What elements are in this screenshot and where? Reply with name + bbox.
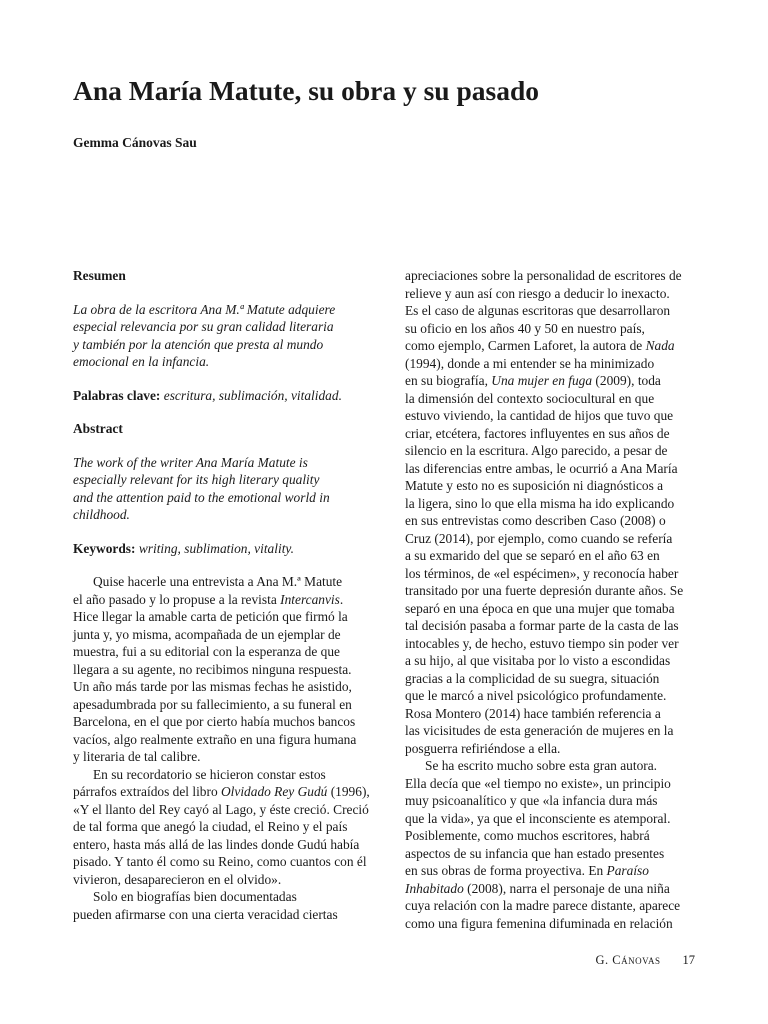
text-line: Rosa Montero (2014) hace también referencia a: [405, 705, 661, 721]
text-line: Un año más tarde por las mismas fechas he asistido,: [73, 679, 352, 694]
body-paragraph-5: [405, 757, 705, 932]
page-number: 17: [682, 953, 695, 967]
text-line: a su exmarido del que se separó en el año 63 en: [405, 548, 660, 563]
text-line: su oficio en los años 40 y 50 en nuestro país,: [405, 320, 645, 336]
body-paragraph-2: [73, 766, 378, 889]
text-line: las vicisitudes de esta generación de mujeres en la: [405, 723, 674, 738]
text-line: como una figura femenina difuminada en relación: [405, 915, 673, 931]
text-line: en sus obras de forma proyectiva. En Paraíso: [405, 863, 649, 878]
text-line: Hice llegar la amable carta de petición que firmó la: [73, 609, 348, 624]
text-line: y literaria de tal calibre.: [73, 749, 201, 764]
text-line: la ligera, sino lo que ella misma ha ido explicando: [405, 495, 675, 511]
text-line: muy psicoanalítico y que «la infancia dura más: [405, 793, 658, 808]
text-line: Se ha escrito mucho sobre esta gran autora.: [425, 758, 658, 773]
text-line: vacíos, algo realmente extraño en una figura humana: [73, 731, 357, 747]
text-line: vivieron, desaparecieron en el olvido».: [73, 871, 282, 887]
body-paragraph-4: [405, 267, 705, 757]
text-line: Matute y esto no es suposición ni diagnósticos a: [405, 478, 664, 493]
abstract-text: [73, 454, 378, 524]
text-line: posguerra refiriéndose a ella.: [405, 740, 561, 756]
text-line: especially relevant for its high literary quality: [73, 472, 320, 487]
text-line: cuya relación con la madre parece distante, aparece: [405, 898, 681, 913]
text-line: los términos, de «el espécimen», y reconocía haber: [405, 565, 679, 581]
text-line: Solo en biografías bien documentadas: [93, 889, 297, 904]
body-paragraph-3: [73, 888, 378, 923]
text-line: y también por la atención que presta al mundo: [73, 336, 324, 352]
text-line: aspectos de su infancia que han estado presentes: [405, 845, 665, 861]
text-line: emocional en la infancia.: [73, 354, 210, 369]
author-name: Gemma Cánovas Sau: [73, 135, 197, 150]
text-line: intocables y, de hecho, estuvo tiempo sin poder ver: [405, 635, 679, 651]
text-line: de tal forma que anegó la ciudad, el Reino y el país: [73, 819, 348, 834]
text-line: Quise hacerle una entrevista a Ana M.ª Matute: [93, 574, 343, 589]
abstract-heading: Abstract: [73, 421, 123, 436]
text-line: párrafos extraídos del libro Olvidado Rey Gudú (1996),: [73, 784, 370, 799]
text-line: Es el caso de algunas escritoras que desarrollaron: [405, 303, 671, 318]
keywords-label: Keywords:: [73, 540, 136, 556]
text-line: Barcelona, en el que por cierto había muchos bancos: [73, 714, 356, 729]
text-line: las diferencias entre ambas, le ocurrió a Ana María: [405, 460, 678, 476]
text-line: tal decisión pasaba a formar parte de la casta de las: [405, 618, 679, 633]
text-line: muestra, fui a su editorial con la esperanza de que: [73, 644, 340, 659]
text-line: and the attention paid to the emotional world in: [73, 489, 330, 505]
text-line: silencio en la escritura. Algo parecido, a pesar de: [405, 443, 668, 458]
text-line: Posiblemente, como muchos escritores, habrá: [405, 828, 650, 843]
body-paragraph-1: [73, 573, 378, 766]
text-line: pueden afirmarse con una cierta veracidad ciertas: [73, 906, 338, 922]
text-line: en sus entrevistas como describen Caso (2008) o: [405, 513, 666, 528]
text-line: La obra de la escritora Ana M.ª Matute adquiere: [73, 301, 336, 317]
text-line: childhood.: [73, 507, 130, 522]
text-line: Cruz (2014), por ejemplo, como cuando se refería: [405, 530, 673, 546]
text-line: a su hijo, al que visitaba por lo visto a escondidas: [405, 653, 671, 668]
text-line: como ejemplo, Carmen Laforet, la autora de Nada: [405, 338, 675, 353]
text-line: The work of the writer Ana María Matute is: [73, 454, 308, 470]
article-title: Ana María Matute, su obra y su pasado: [73, 75, 540, 106]
text-line: especial relevancia por su gran calidad literaria: [73, 319, 334, 334]
text-line: separó en una época en que una mujer que tomaba: [405, 600, 675, 616]
text-line: pisado. Y tanto él como su Reino, como cuantos con él: [73, 854, 367, 869]
text-line: junta y, yo misma, acompañada de un ejemplar de: [73, 626, 341, 642]
text-line: en su biografía, Una mujer en fuga (2009), toda: [405, 373, 661, 388]
palabras-clave-label: Palabras clave:: [73, 387, 161, 403]
page-footer: [596, 953, 695, 968]
text-line: que la vida», ya que el inconsciente es atemporal.: [405, 810, 671, 826]
text-line: gracias a la complicidad de su suegra, situación: [405, 670, 660, 686]
keywords-value: writing, sublimation, vitality.: [138, 540, 294, 556]
text-line: apesadumbrada por su fallecimiento, a su funeral en: [73, 696, 352, 712]
text-line: que le marcó a nivel psicológico profundamente.: [405, 688, 667, 703]
text-line: criar, etcétera, factores influyentes en sus años de: [405, 425, 670, 441]
palabras-clave-value: escritura, sublimación, vitalidad.: [163, 387, 342, 403]
text-line: Ella decía que «el tiempo no existe», un principio: [405, 775, 671, 791]
text-line: «Y el llanto del Rey cayó al Lago, y éste creció. Creció: [73, 801, 369, 817]
left-column: [73, 267, 378, 923]
resumen-heading: Resumen: [73, 268, 126, 283]
right-column: [405, 267, 705, 932]
text-line: transitado por una fuerte depresión durante años. Se: [405, 583, 684, 598]
text-line: el año pasado y lo propuse a la revista Intercanvis.: [73, 591, 344, 607]
resumen-text: [73, 301, 378, 371]
keywords: [73, 540, 378, 558]
text-line: (1994), donde a mi entender se ha minimizado: [405, 355, 655, 371]
running-head: G. Cánovas: [595, 953, 661, 967]
text-line: relieve y aun así con riesgo a deducir lo inexacto.: [405, 285, 670, 301]
text-line: apreciaciones sobre la personalidad de escritores de: [405, 268, 682, 283]
text-line: Inhabitado (2008), narra el personaje de una niña: [405, 880, 670, 896]
text-line: estuvo viviendo, la cantidad de hijos que tuvo que: [405, 408, 674, 423]
palabras-clave: [73, 387, 378, 405]
text-line: llegara a su agente, no recibimos ninguna respuesta.: [73, 661, 352, 677]
text-line: En su recordatorio se hicieron constar estos: [93, 766, 326, 782]
text-line: la dimensión del contexto sociocultural en que: [405, 390, 655, 406]
text-line: entero, hasta más allá de las lindes donde Gudú había: [73, 836, 360, 852]
